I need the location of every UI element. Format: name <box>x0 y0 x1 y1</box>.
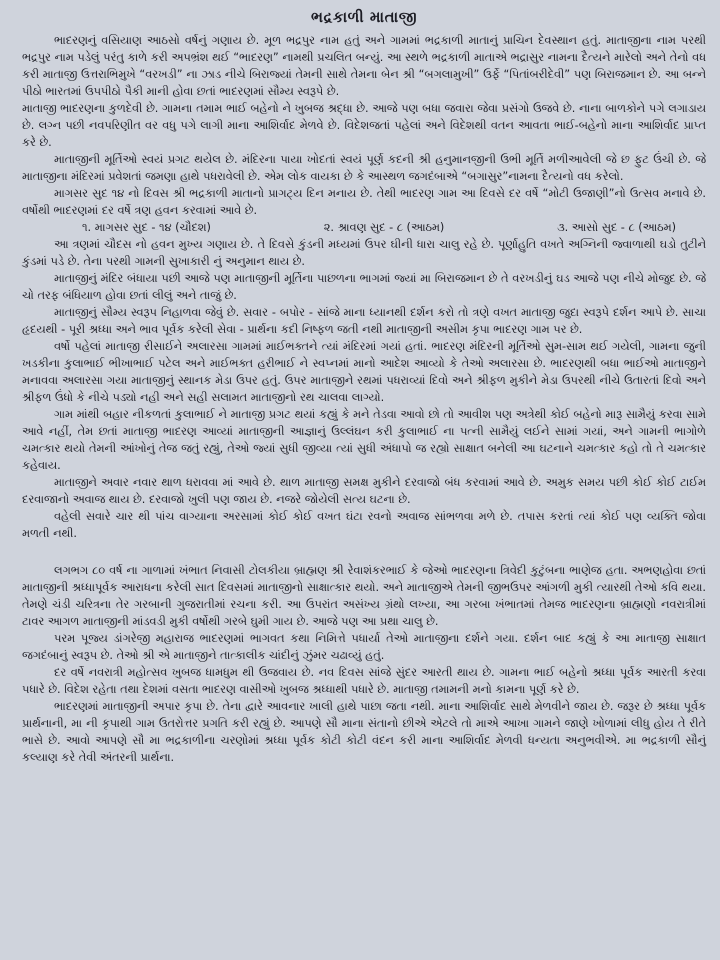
paragraph: લગભગ ૮૦ વર્ષ ના ગાળામાં ખંભાત નિવાસી ટોલકીયા બ્રાહ્મણ શ્રી રેવાશંકરભાઈ કે જેઓ ભાદરણના ત્રિવેદી કુટુંબના ભાણેજ હતા. અભણહોવા છતાં માતાજીની શ્રધ્ધાપૂર્વક આરાધના કરેલી સાત દિવસમાં માતાજીનો સાક્ષાત્કાર થયો. અને માતાજીએ તેમની જીભઉપર આંગળી મુકી ત્યારથી તેઓ કવિ થયા. તેમણે ચંડી ચરિત્રના તેર ગરબાની ગુજરાતીમાં રચના કરી. આ ઉપરાંત અસંખ્ય ગ્રંથો લખ્યા, આ ગરબા ખંભાતમાં તેમજ ભાદરણના બ્રાહ્મણો નવરાત્રીમાં ટાવર આગળ માતાજીની માંડવડી મુકી વર્ષોથી ગરબે ઘુમી ગાય છે. આજે પણ આ પ્રથા ચાલુ છે. <box>22 564 706 628</box>
paragraph: ભાદરણમાં માતાજીની અપાર કૃપા છે. તેના દ્વારે આવનાર ખાલી હાથે પાછા જતા નથી. માના આશિર્વાદ સાથે મેળવીને જાય છે. જરૂર છે શ્રધ્ધા પૂર્વક પ્રાર્થનાની, મા ની કૃપાથી ગામ ઉતરોત્તર પ્રગતિ કરી રહ્યું છે. આપણે સૌ માના સંતાનો છીએ એટલે તો માએ આખા ગામને જાણે ખોળામાં લીધુ હોય તે રીતે ભાસે છે. આવો આપણે સૌ મા ભદ્રકાળીના ચરણોમાં શ્રધ્ધા પૂર્વક કોટી કોટી વંદન કરી માના આશિર્વાદ મેળવી ધન્યતા અનુભવીએ. મા ભદ્રકાળી સૌનું કલ્યાણ કરે તેવી અંતરની પ્રાર્થના. <box>22 700 706 764</box>
section-gap <box>22 542 706 562</box>
havan-dates-list <box>22 219 706 236</box>
havan-date: ૧. માગસર સુદ - ૧૪ (ચૌદશ) <box>82 221 211 234</box>
paragraph: આ ત્રણમાં ચૌદસ નો હવન મુખ્ય ગણાય છે. તે દિવસે કુંડની મધ્યમાં ઉપર ઘીની ધારા ચાલુ રહે છે. પૂર્ણાહુતિ વખતે અગ્નિની જ્વાળાથી ઘડો તુટીને કુંડમાં પડે છે. તેના પરથી ગામની સુખાકારી નું અનુમાન થાય છે. <box>22 238 706 268</box>
paragraph: માગસર સુદ ૧૪ નો દિવસ શ્રી ભદ્રકાળી માતાનો પ્રાગટ્ય દિન મનાય છે. તેથી ભાદરણ ગામ આ દિવસે દર વર્ષે “મોટી ઉજાણી”નો ઉત્સવ મનાવે છે. વર્ષોથી ભાદરણમાં દર વર્ષે ત્રણ હવન કરવામાં આવે છે. <box>22 187 706 217</box>
page-title: ભદ્રકાળી માતાજી <box>310 8 418 26</box>
paragraph: દર વર્ષે નવરાત્રી મહોત્સવ ખુબજ ધામધુમ થી ઉજવાય છે. નવ દિવસ સાંજે સુંદર આરતી થાય છે. ગામના ભાઈ બહેનો શ્રધ્ધા પૂર્વક આરતી કરવા પધારે છે. વિદેશ રહેતા તથા દેશમાં વસતા ભાદરણ વાસીઓ ખુબજ શ્રધ્ધાથી પધારે છે. માતાજી તમામની મનો કામના પૂર્ણ કરે છે. <box>22 666 706 696</box>
paragraph: માતાજીનું મંદિર બંધાયા પછી આજે પણ માતાજીની મૂર્તિના પાછળના ભાગમાં જ્યાં મા બિરાજમાન છે તે વરખડીનું ઘડ આજે પણ નીચે મોજુદ છે. જે ચો તરફ બંધિયાળ હોવા છતાં લીલું અને તાજું છે. <box>22 272 706 302</box>
paragraph: માતાજી ભાદરણના કુળદેવી છે. ગામના તમામ ભાઈ બહેનો ને ખુબજ શ્રદ્ધા છે. આજે પણ બધા જવારા જેવા પ્રસંગો ઉજવે છે. નાના બાળકોને પગે લગાડાય છે. લગ્ન પછી નવપરિણીત વર વધુ પગે લાગી માના આશિર્વાદ મેળવે છે. વિદેશજતાં પહેલાં અને વિદેશથી વતન આવતા ભાઈ-બહેનો માના આશિર્વાદ પ્રાપ્ત કરે છે. <box>22 102 706 149</box>
paragraph: માતાજીનું સૌમ્ય સ્વરૂપ નિહાળવા જેવું છે. સવાર - બપોર - સાંજે માના ધ્યાનથી દર્શન કરો તો ત્રણે વખત માતાજી જુદા સ્વરૂપે દર્શન આપે છે. સાચા હૃદયથી - પૂરી શ્રધ્ધા અને ભાવ પૂર્વક કરેલી સેવા - પ્રાર્થના કદી નિષ્ફળ જતી નથી માતાજીની અસીમ કૃપા ભાદરણ ગામ પર છે. <box>22 306 706 336</box>
paragraph: ગામ માંથી બહાર નીકળતાં કુલાભાઈ ને માતાજી પ્રગટ થયાં કહ્યું કે મને તેડવા આવો છો તો આવીશ પણ અત્રેથી કોઈ બહેનો મારૂ સામૈયું કરવા સામે આવે નહીં, તેમ છતાં માતાજી ભાદરણ આવ્યાં માતાજીની આજ્ઞાનું ઉલ્લંઘન કરી કુલાભાઈ ના પત્ની સામૈયું લઈને સામાં ગયાં, અને ગામની ભાગોળે ચમત્કાર થયો તેમની આંખોનું તેજ જતું રહ્યું, તેઓ જ્યાં સુધી જીવ્યા ત્યાં સુધી અંધાપો જ રહ્યો સાક્ષાત બનેલી આ ઘટનાને ચમત્કાર કહો તો તે ચમત્કાર કહેવાય. <box>22 408 706 472</box>
paragraph: ભાદરણનું વસિયાણ આઠસો વર્ષનું ગણાય છે. મૂળ ભદ્રપુર નામ હતું અને ગામમાં ભદ્રકાળી માતાનું પ્રાચિન દેવસ્થાન હતું. માતાજીના નામ પરથી ભદ્રપુર નામ પડેલું પરંતુ કાળે કરી અપભ્રંશ થઈ “ભાદરણ” નામથી પ્રચલિત બન્યું. આ સ્થળે ભદ્રકાળી માતાએ ભદ્રાસુર નામના દૈત્યને મારેલો અને તેનો વધ કરી માતાજી ઉત્તરાભિમુખે “વરખડી” ના ઝાડ નીચે બિરાજ્યાં તેમની સાથે તેમના બેન શ્રી “બગલામુખી” ઉર્ફે “પિતાંબરીદેવી” પણ બિરાજમાન છે. આ બન્ને પીઠો ભારતમાં ઉપપીઠો પૈકી માની હોવા છતાં ભાદરણમાં સૌમ્ય સ્વરૂપે છે. <box>22 34 706 98</box>
paragraph: વહેલી સવારે ચાર થી પાંચ વાગ્યાના અરસામાં કોઈ કોઈ વખત ઘંટા રવનો અવાજ સાંભળવા મળે છે. તપાસ કરતાં ત્યાં કોઈ પણ વ્યક્તિ જોવા મળતી નથી. <box>22 510 706 540</box>
havan-date: ૨. શ્રાવણ સુદ - ૮ (આઠમ) <box>323 221 445 234</box>
havan-date: ૩. આસો સુદ - ૮ (આઠમ) <box>557 221 676 234</box>
paragraph: વર્ષો પહેલાં માતાજી રીસાઈને અલારસા ગામમાં માઈભક્તને ત્યાં મંદિરમાં ગયાં હતાં. ભાદરણ મંદિરની મૂર્તિઓ સુમ-સામ થઈ ગયેલી, ગામના જુની ખડકીના કુલાભાઈ ભીખાભાઈ પટેલ અને માઈભક્ત હરીભાઈ ને સ્વપ્નમાં માનો આદેશ આવ્યો કે તેઓ અલારસા છે. ભાદરણથી બધા ભાઈઓ માતાજીને મનાવવા અલારસા ગયા માતાજીનું સ્થાનક મેડા ઉપર હતું. ઉપર માતાજીને રથમાં પધરાવ્યાં દિવો અને શ્રીફળ મુકીને મેડા ઉપરથી નીચે ઉતારતાં દિવો અને શ્રીફળ ઉંધો કે નીચે પડ્યો નહી અને સહી સલામત માતાજીનો રથ ચાલવા લાગ્યો. <box>22 340 706 404</box>
paragraph: માતાજીની મૂર્તિઓ સ્વયં પ્રગટ થયેલ છે. મંદિરના પાયા ખોદતાં સ્વયં પૂર્ણ કદની શ્રી હનુમાનજીની ઉભી મૂર્તિ મળીઆવેલી જે છ ફુટ ઉંચી છે. જે માતાજીના મંદિરમાં પ્રવેશતાં જમણા હાથે પધરાવેલી છે. એમ લોક વાયકા છે કે આસ્થળ જગદંબાએ “બગાસુર”નામના દૈત્યનો વધ કરેલો. <box>22 153 706 183</box>
paragraph: પરમ પૂજ્ય ડાંગરેજી મહારાજ ભાદરણમાં ભાગવત કથા નિમિત્તે પધાર્યા તેઓ માતાજીના દર્શને ગયા. દર્શન બાદ કહ્યું કે આ માતાજી સાક્ષાત જગદંબાનું સ્વરૂપ છે. તેઓ શ્રી એ માતાજીને તાત્કાલીક ચાંદીનું ઝુંમર ચઢાવ્યું હતું. <box>22 632 706 662</box>
paragraph: માતાજીને અવાર નવાર થાળ ધરાવવા માં આવે છે. થાળ માતાજી સમક્ષ મુકીને દરવાજો બંધ કરવામાં આવે છે. અમુક સમય પછી કોઈ કોઈ ટાઈમ દરવાજાનો અવાજ થાય છે. દરવાજો ખુલી પણ જાય છે. નજરે જોયેલી સત્ય ઘટના છે. <box>22 476 706 506</box>
